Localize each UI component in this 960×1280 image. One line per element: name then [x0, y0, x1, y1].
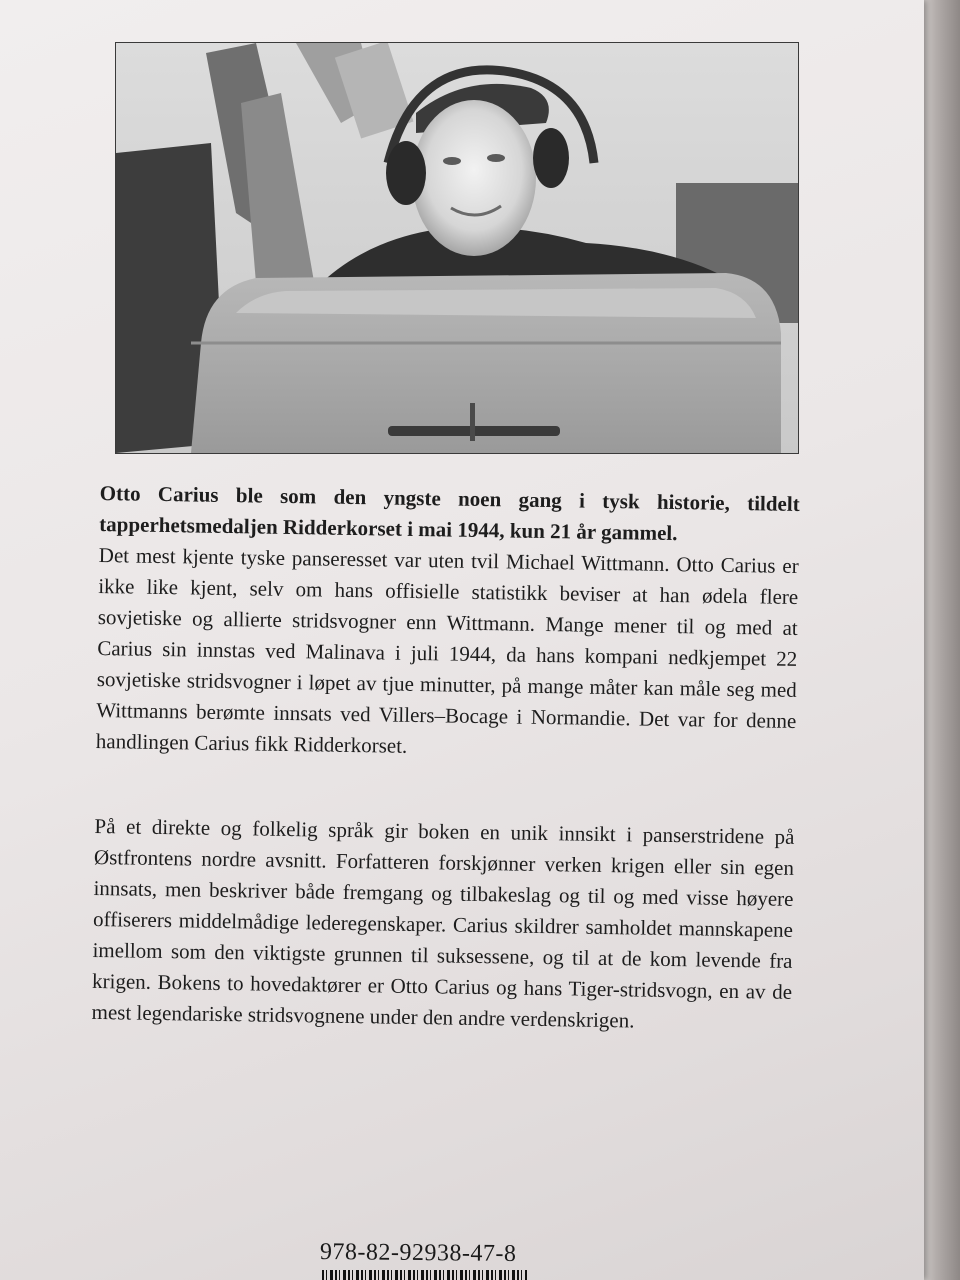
intro-paragraph: Otto Carius ble som den yngste noen gang i tysk historie, tildelt tapperhetsmedaljen Ridderkorset i mai 1944, kun 21 år gammel. [99, 480, 800, 546]
cover-photo [115, 42, 799, 454]
body-paragraph-2: På et direkte og folkelig språk gir boken en unik innsikt i panserstridene på Østfrontens nordre avsnitt. Forfatteren forskjønner verken krigen eller sin egen innsats, men beskriver både fremgang og tilbakeslag og til og med visse høyere offiserers middelmådige lederegenskaper. Carius skildrer samholdet mannskapene imellom som den viktigste grunnen til suksessene, og til at de kom levende fra krigen. Bokens to hovedaktører er Otto Carius og hans Tiger-stridsvogn, en av de mest legendariske stridsvognene under den andre verdenskrigen. [91, 813, 795, 1033]
blurb-text [91, 478, 800, 1039]
isbn-number: 978-82-92938-47-8 [319, 1238, 517, 1268]
body-paragraph-1: Det mest kjente tyske panseresset var uten tvil Michael Wittmann. Otto Carius er ikke like kjent, selv om hans offisielle statistikk beviser at han ødela flere sovjetiske og allierte stridsvogner enn Wittmann. Mange mener til og med at Carius sin innstas ved Malinava i juli 1944, da hans kompani nedkjempet 22 sovjetiske stridsvogner i løpet av tjue minutter, på mange måter kan måle seg med Wittmanns berømte innsats ved Villers–Bocage i Normandie. Det var for denne handlingen Carius fikk Ridderkorset. [95, 542, 799, 758]
table-surface [920, 0, 960, 1280]
photo-illustration [116, 43, 798, 453]
barcode-icon [322, 1270, 527, 1280]
